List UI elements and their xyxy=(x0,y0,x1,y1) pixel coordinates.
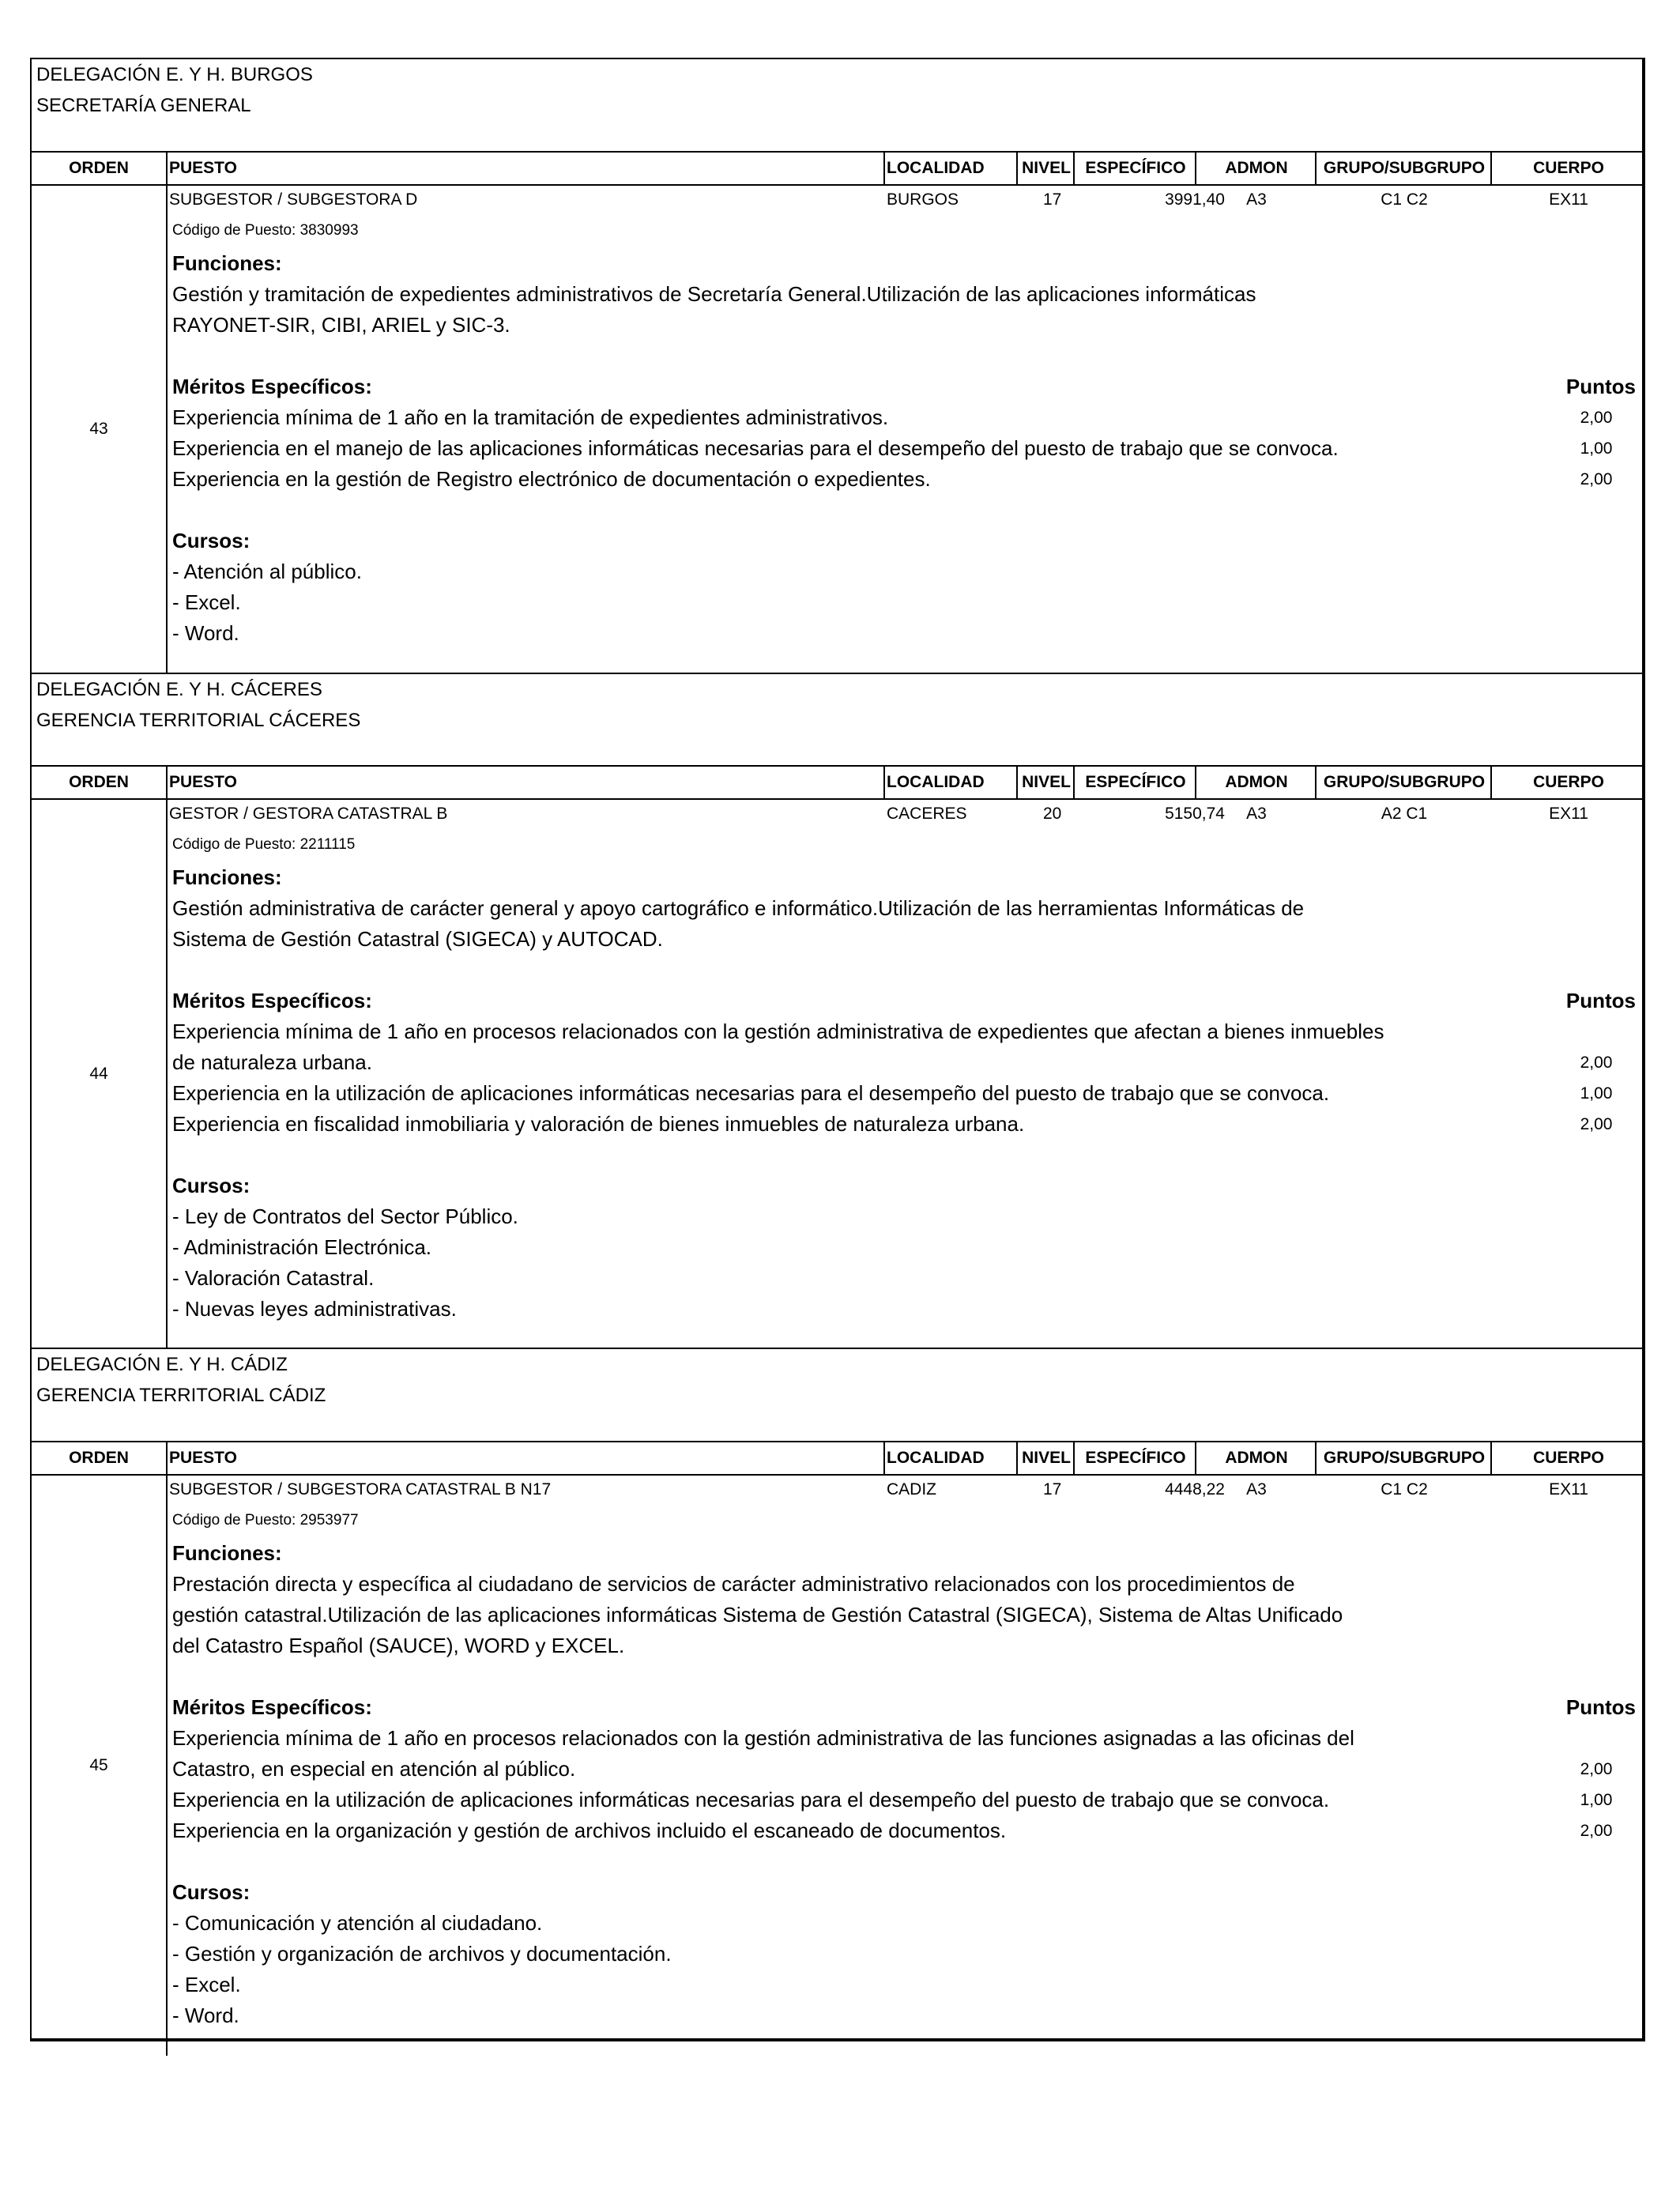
especifico-value: 3991,40 xyxy=(1165,190,1225,209)
delegacion-title: DELEGACIÓN E. Y H. CÁCERES xyxy=(36,679,322,700)
column-header-cuerpo: CUERPO xyxy=(1533,1449,1604,1467)
column-divider xyxy=(1490,1442,1492,1474)
meritos-heading: Méritos Específicos: xyxy=(172,989,372,1012)
section-header xyxy=(32,59,1642,153)
merito-line: Experiencia mínima de 1 año en procesos relacionados con la gestión administrativa de expedientes que afectan a bienes inmuebles xyxy=(172,1020,1384,1043)
cuerpo-value: EX11 xyxy=(1549,190,1588,209)
column-header-row xyxy=(32,767,1642,800)
section-header xyxy=(32,1349,1642,1442)
funciones-line: Prestación directa y específica al ciudadano de servicios de carácter administrativo relacionados con los procedimientos de xyxy=(172,1572,1295,1596)
puntos-heading: Puntos xyxy=(1565,1695,1636,1719)
column-divider xyxy=(1073,153,1075,184)
curso-item: - Word. xyxy=(172,2004,239,2027)
admon-value: A3 xyxy=(1246,190,1267,209)
column-header-especifico: ESPECÍFICO xyxy=(1085,159,1186,177)
curso-item: - Excel. xyxy=(172,1973,241,1996)
cursos-heading: Cursos: xyxy=(172,529,250,552)
merito-line: Experiencia en la utilización de aplicaciones informáticas necesarias para el desempeño del puesto de trabajo que se convoca. xyxy=(172,1081,1330,1105)
localidad-value: CACERES xyxy=(887,805,967,823)
delegacion-title: DELEGACIÓN E. Y H. BURGOS xyxy=(36,64,313,85)
column-header-orden: ORDEN xyxy=(69,159,129,177)
especifico-value: 5150,74 xyxy=(1165,805,1225,823)
unidad-title: GERENCIA TERRITORIAL CÁCERES xyxy=(36,710,361,731)
column-header-nivel: NIVEL xyxy=(1022,773,1071,791)
orden-number: 43 xyxy=(89,420,108,438)
merito-line: de naturaleza urbana. xyxy=(172,1050,372,1074)
column-divider xyxy=(1195,1442,1196,1474)
admon-value: A3 xyxy=(1246,805,1267,823)
column-divider xyxy=(1315,767,1317,798)
curso-item: - Atención al público. xyxy=(172,560,362,583)
column-divider xyxy=(1073,767,1075,798)
column-divider xyxy=(166,1442,168,1474)
merito-puntos: 2,00 xyxy=(1580,1822,1613,1840)
grupo-value: C1 C2 xyxy=(1381,190,1428,209)
curso-item: - Word. xyxy=(172,621,239,645)
funciones-line: Sistema de Gestión Catastral (SIGECA) y AUTOCAD. xyxy=(172,927,663,951)
codigo-puesto: Código de Puesto: 2211115 xyxy=(172,836,356,853)
column-divider xyxy=(883,153,885,184)
grupo-value: A2 C1 xyxy=(1381,805,1428,823)
column-divider xyxy=(1016,767,1018,798)
column-header-especifico: ESPECÍFICO xyxy=(1085,1449,1186,1467)
column-divider xyxy=(1016,1442,1018,1474)
column-header-orden: ORDEN xyxy=(69,1449,129,1467)
merito-puntos: 1,00 xyxy=(1580,1084,1613,1103)
funciones-line: Gestión administrativa de carácter general y apoyo cartográfico e informático.Utilización de las herramientas Informáticas de xyxy=(172,896,1305,920)
funciones-line: Gestión y tramitación de expedientes administrativos de Secretaría General.Utilización de las aplicaciones informáticas xyxy=(172,282,1256,306)
merito-puntos: 2,00 xyxy=(1580,1760,1613,1778)
column-divider xyxy=(883,767,885,798)
column-divider xyxy=(1315,153,1317,184)
merito-puntos: 1,00 xyxy=(1580,1791,1613,1809)
grupo-value: C1 C2 xyxy=(1381,1480,1428,1498)
puesto-entry xyxy=(32,800,1642,1349)
column-header-puesto: PUESTO xyxy=(169,159,237,177)
funciones-heading: Funciones: xyxy=(172,865,282,889)
cursos-heading: Cursos: xyxy=(172,1174,250,1197)
cursos-heading: Cursos: xyxy=(172,1880,250,1904)
column-header-admon: ADMON xyxy=(1225,159,1288,177)
column-divider xyxy=(1195,153,1196,184)
puesto-entry xyxy=(32,186,1642,674)
curso-item: - Administración Electrónica. xyxy=(172,1235,432,1259)
column-header-nivel: NIVEL xyxy=(1022,159,1071,177)
document-table xyxy=(30,58,1645,2041)
column-divider xyxy=(166,186,168,673)
unidad-title: GERENCIA TERRITORIAL CÁDIZ xyxy=(36,1385,326,1406)
puesto-name: GESTOR / GESTORA CATASTRAL B xyxy=(169,805,448,823)
merito-line: Experiencia en la gestión de Registro electrónico de documentación o expedientes. xyxy=(172,467,931,491)
puesto-name: SUBGESTOR / SUBGESTORA D xyxy=(169,190,418,209)
funciones-line: gestión catastral.Utilización de las aplicaciones informáticas Sistema de Gestión Catastral (SIGECA), Sistema de Altas Unificado xyxy=(172,1603,1343,1627)
column-divider xyxy=(166,767,168,798)
column-header-admon: ADMON xyxy=(1225,1449,1288,1467)
meritos-heading: Méritos Específicos: xyxy=(172,375,372,398)
especifico-value: 4448,22 xyxy=(1165,1480,1225,1498)
merito-line: Catastro, en especial en atención al público. xyxy=(172,1757,576,1781)
puntos-heading: Puntos xyxy=(1565,989,1636,1012)
column-header-puesto: PUESTO xyxy=(169,1449,237,1467)
column-header-puesto: PUESTO xyxy=(169,773,237,791)
column-divider xyxy=(883,1442,885,1474)
column-header-localidad: LOCALIDAD xyxy=(887,1449,985,1467)
merito-puntos: 2,00 xyxy=(1580,1115,1613,1133)
curso-item: - Valoración Catastral. xyxy=(172,1266,375,1290)
nivel-value: 20 xyxy=(1043,805,1062,823)
merito-line: Experiencia mínima de 1 año en procesos relacionados con la gestión administrativa de las funciones asignadas a las oficinas del xyxy=(172,1726,1354,1750)
curso-item: - Ley de Contratos del Sector Público. xyxy=(172,1204,518,1228)
funciones-heading: Funciones: xyxy=(172,1541,282,1565)
funciones-heading: Funciones: xyxy=(172,251,282,275)
column-header-cuerpo: CUERPO xyxy=(1533,159,1604,177)
column-divider xyxy=(166,800,168,1348)
orden-number: 44 xyxy=(89,1064,108,1083)
merito-line: Experiencia en la utilización de aplicaciones informáticas necesarias para el desempeño del puesto de trabajo que se convoca. xyxy=(172,1788,1330,1811)
codigo-puesto: Código de Puesto: 2953977 xyxy=(172,1512,359,1529)
column-divider xyxy=(1195,767,1196,798)
merito-puntos: 1,00 xyxy=(1580,439,1613,458)
column-header-cuerpo: CUERPO xyxy=(1533,773,1604,791)
column-divider xyxy=(1016,153,1018,184)
curso-item: - Gestión y organización de archivos y documentación. xyxy=(172,1942,672,1966)
column-divider xyxy=(1315,1442,1317,1474)
column-header-nivel: NIVEL xyxy=(1022,1449,1071,1467)
section-header xyxy=(32,674,1642,767)
merito-puntos: 2,00 xyxy=(1580,470,1613,488)
merito-line: Experiencia en la organización y gestión de archivos incluido el escaneado de documentos. xyxy=(172,1819,1007,1842)
column-header-grupo: GRUPO/SUBGRUPO xyxy=(1323,159,1486,177)
funciones-line: del Catastro Español (SAUCE), WORD y EXCEL. xyxy=(172,1634,625,1657)
column-header-row xyxy=(32,153,1642,186)
orden-number: 45 xyxy=(89,1756,108,1774)
cuerpo-value: EX11 xyxy=(1549,805,1588,823)
column-header-localidad: LOCALIDAD xyxy=(887,159,985,177)
localidad-value: BURGOS xyxy=(887,190,959,209)
nivel-value: 17 xyxy=(1043,1480,1062,1498)
puntos-heading: Puntos xyxy=(1565,375,1636,398)
merito-puntos: 2,00 xyxy=(1580,1054,1613,1072)
column-header-row xyxy=(32,1442,1642,1476)
cuerpo-value: EX11 xyxy=(1549,1480,1588,1498)
column-divider xyxy=(1490,767,1492,798)
curso-item: - Nuevas leyes administrativas. xyxy=(172,1297,457,1321)
localidad-value: CADIZ xyxy=(887,1480,936,1498)
column-header-especifico: ESPECÍFICO xyxy=(1085,773,1186,791)
column-divider xyxy=(166,1476,168,2056)
meritos-heading: Méritos Específicos: xyxy=(172,1695,372,1719)
curso-item: - Comunicación y atención al ciudadano. xyxy=(172,1911,543,1935)
column-header-localidad: LOCALIDAD xyxy=(887,773,985,791)
column-divider xyxy=(1490,153,1492,184)
merito-line: Experiencia en fiscalidad inmobiliaria y valoración de bienes inmuebles de naturaleza urbana. xyxy=(172,1112,1025,1136)
merito-line: Experiencia en el manejo de las aplicaciones informáticas necesarias para el desempeño del puesto de trabajo que se convoca. xyxy=(172,436,1339,460)
column-divider xyxy=(166,153,168,184)
puesto-name: SUBGESTOR / SUBGESTORA CATASTRAL B N17 xyxy=(169,1480,552,1498)
merito-line: Experiencia mínima de 1 año en la tramitación de expedientes administrativos. xyxy=(172,405,889,429)
curso-item: - Excel. xyxy=(172,590,241,614)
column-header-grupo: GRUPO/SUBGRUPO xyxy=(1323,773,1486,791)
funciones-line: RAYONET-SIR, CIBI, ARIEL y SIC-3. xyxy=(172,313,510,337)
merito-puntos: 2,00 xyxy=(1580,409,1613,427)
unidad-title: SECRETARÍA GENERAL xyxy=(36,95,251,116)
column-header-orden: ORDEN xyxy=(69,773,129,791)
nivel-value: 17 xyxy=(1043,190,1062,209)
column-header-admon: ADMON xyxy=(1225,773,1288,791)
codigo-puesto: Código de Puesto: 3830993 xyxy=(172,222,359,239)
delegacion-title: DELEGACIÓN E. Y H. CÁDIZ xyxy=(36,1354,288,1375)
column-header-grupo: GRUPO/SUBGRUPO xyxy=(1323,1449,1486,1467)
column-divider xyxy=(1073,1442,1075,1474)
admon-value: A3 xyxy=(1246,1480,1267,1498)
puesto-entry xyxy=(32,1476,1642,2056)
